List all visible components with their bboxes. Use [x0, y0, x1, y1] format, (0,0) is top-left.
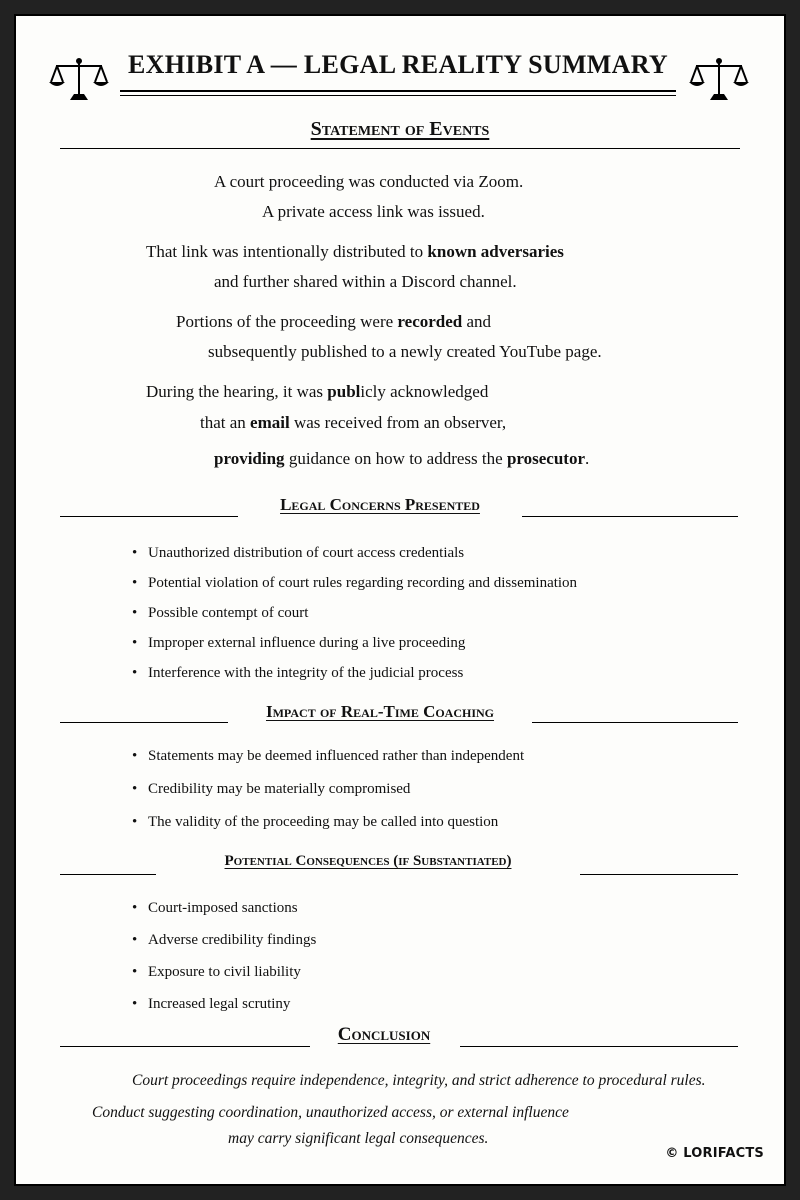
- statement-line: [208, 342, 602, 362]
- emphasis-text: providing: [214, 449, 285, 468]
- emphasis-text: prosecutor: [506, 449, 585, 468]
- conclusion-line: Court proceedings require independence, integrity, and strict adherence to procedural rules.: [132, 1072, 706, 1089]
- statement-text: icly acknowledged: [360, 382, 489, 401]
- statement-text: That link was intentionally distributed to: [146, 242, 428, 261]
- statement-text: subsequently published to a newly created YouTube page.: [208, 342, 602, 361]
- section-rule: [60, 516, 238, 517]
- concerns-list: [132, 538, 577, 688]
- section-heading-concerns: Legal Concerns Presented: [280, 495, 480, 514]
- statement-line: [214, 172, 523, 192]
- statement-line: [200, 413, 506, 433]
- section-rule: [532, 722, 738, 723]
- list-item: • Exposure to civil liability: [132, 956, 316, 988]
- list-item: • Increased legal scrutiny: [132, 988, 316, 1020]
- statement-text: was received from an observer,: [289, 413, 507, 432]
- section-heading-conclusion: Conclusion: [337, 1024, 431, 1045]
- section-rule: [522, 516, 738, 517]
- section-rule: [60, 874, 156, 875]
- impact-list: [132, 740, 524, 839]
- emphasis-text: publ: [327, 382, 361, 401]
- title-rule: [120, 95, 676, 96]
- section-heading-consequences: Potential Consequences (if Substantiated): [224, 853, 512, 869]
- title-rule: [120, 90, 676, 92]
- statement-text: A court proceeding was conducted via Zoom.: [214, 172, 524, 191]
- list-item: • Potential violation of court rules regarding recording and dissemination: [132, 568, 577, 598]
- statement-line: [176, 312, 491, 332]
- statement-line: [262, 202, 485, 222]
- list-item: • Interference with the integrity of the judicial process: [132, 658, 577, 688]
- section-rule: [460, 1046, 738, 1047]
- statement-text: that an: [200, 413, 251, 432]
- list-item: • Possible contempt of court: [132, 598, 577, 628]
- statement-text: .: [585, 449, 590, 468]
- statement-text: and further shared within a Discord channel.: [214, 272, 517, 291]
- scales-of-justice-icon: [48, 56, 110, 102]
- statement-text: and: [462, 312, 492, 331]
- statement-text: guidance on how to address the: [284, 449, 507, 468]
- conclusion-line: may carry significant legal consequences.: [228, 1130, 489, 1147]
- statement-line: [214, 449, 589, 469]
- section-heading-statement: Statement of Events: [310, 118, 490, 140]
- list-item: • The validity of the proceeding may be called into question: [132, 806, 524, 839]
- statement-text: Portions of the proceeding were: [176, 312, 398, 331]
- section-rule: [60, 148, 740, 149]
- list-item: • Improper external influence during a live proceeding: [132, 628, 577, 658]
- list-item: • Credibility may be materially compromised: [132, 773, 524, 806]
- statement-line: [146, 382, 488, 402]
- list-item: • Court-imposed sanctions: [132, 892, 316, 924]
- section-rule: [60, 1046, 310, 1047]
- statement-text: During the hearing, it was: [146, 382, 328, 401]
- page-title: EXHIBIT A — LEGAL REALITY SUMMARY: [128, 50, 668, 79]
- section-rule: [60, 722, 228, 723]
- statement-line: [146, 242, 564, 262]
- emphasis-text: recorded: [397, 312, 463, 331]
- emphasis-text: known adversaries: [427, 242, 564, 261]
- statement-line: [214, 272, 517, 292]
- list-item: • Unauthorized distribution of court access credentials: [132, 538, 577, 568]
- section-heading-impact: Impact of Real-Time Coaching: [265, 702, 495, 721]
- statement-text: A private access link was issued.: [262, 202, 485, 221]
- consequences-list: [132, 892, 316, 1020]
- scales-of-justice-icon: [688, 56, 750, 102]
- conclusion-line: Conduct suggesting coordination, unauthorized access, or external influence: [92, 1104, 569, 1121]
- section-rule: [580, 874, 738, 875]
- list-item: • Adverse credibility findings: [132, 924, 316, 956]
- emphasis-text: email: [250, 413, 290, 432]
- list-item: • Statements may be deemed influenced rather than independent: [132, 740, 524, 773]
- copyright-text: © LORIFACTS: [665, 1146, 764, 1161]
